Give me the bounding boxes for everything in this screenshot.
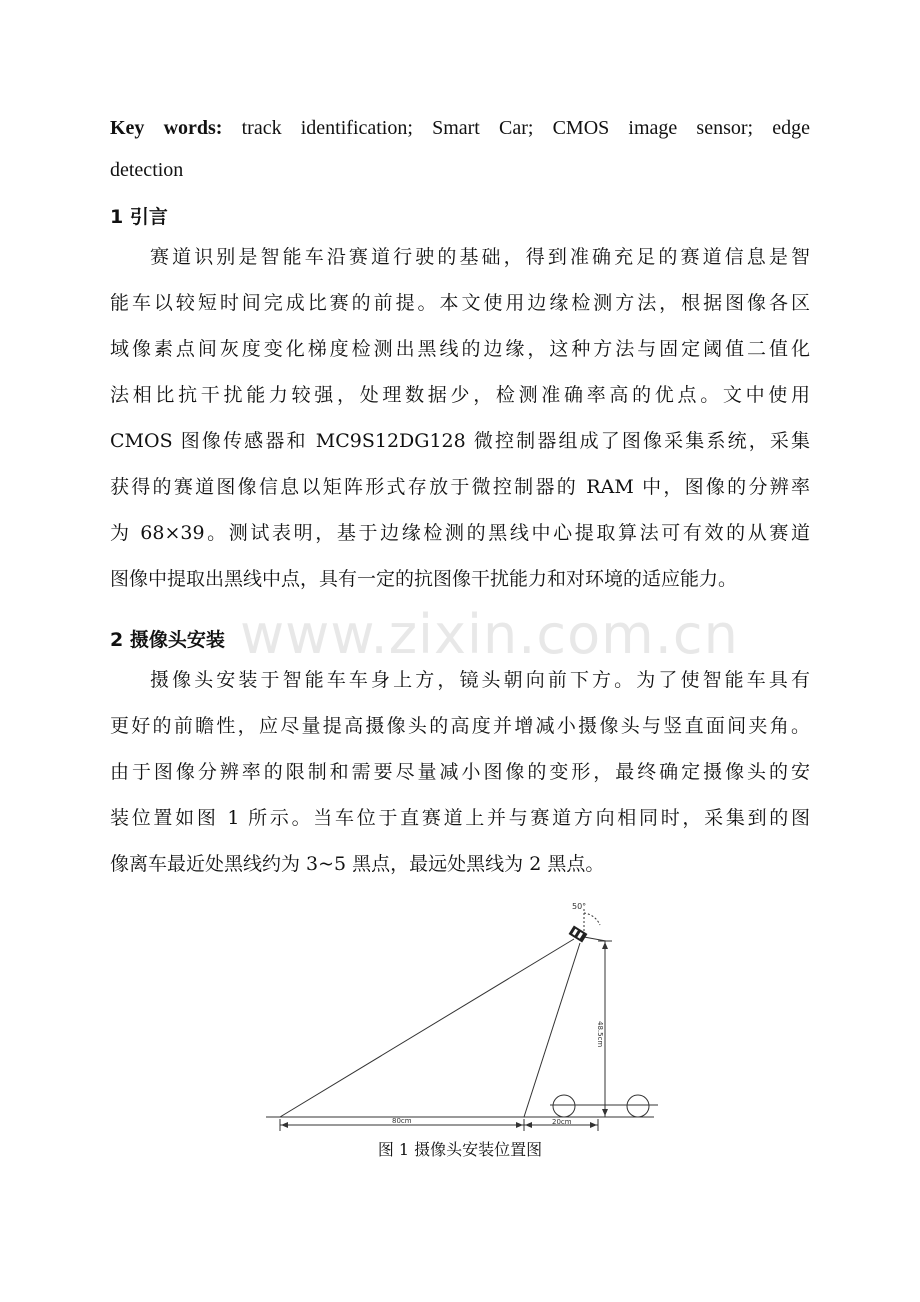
far-sight-line [280,939,574,1117]
paragraph-line: 摄像头安装于智能车车身上方，镜头朝向前下方。为了使智能车具有 [150,669,810,691]
keywords-label: Key words: [110,117,223,139]
distance-arrow-right [516,1122,523,1128]
paragraph-line: 为 68×39。测试表明，基于边缘检测的黑线中心提取算法可有效的从赛道 [110,522,810,544]
angle-label: 50° [572,902,587,911]
paragraph-line: 装位置如图 1 所示。当车位于直赛道上并与赛道方向相同时，采集到的图 [110,807,810,829]
offset-arrow-right [590,1122,597,1128]
section-1-heading: 1 引言 [110,206,168,228]
offset-arrow-left [525,1122,532,1128]
camera-arm [584,937,606,941]
distance-arrow-left [281,1122,288,1128]
paragraph-line: 域像素点间灰度变化梯度检测出黑线的边缘，这种方法与固定阈值二值化 [110,338,810,360]
paragraph-line: 由于图像分辨率的限制和需要尽量减小图像的变形，最终确定摄像头的安 [110,761,810,783]
paragraph-line: CMOS 图像传感器和 MC9S12DG128 微控制器组成了图像采集系统，采集 [110,430,810,452]
section-2-heading: 2 摄像头安装 [110,629,225,651]
distance-label: 80cm [392,1117,412,1125]
camera-mount-diagram [262,895,662,1135]
camera-mount-figure [262,895,662,1135]
keywords-line [110,104,810,152]
section-2-paragraph [110,657,810,887]
paragraph-line: 法相比抗干扰能力较强，处理数据少，检测准确率高的优点。文中使用 [110,384,810,406]
rear-wheel [553,1095,575,1117]
offset-label: 20cm [552,1118,572,1126]
paragraph-line: 图像中提取出黑线中点，具有一定的抗图像干扰能力和对环境的适应能力。 [110,568,738,590]
paragraph-line: 能车以较短时间完成比赛的前提。本文使用边缘检测方法，根据图像各区 [110,292,810,314]
figure-caption: 图 1 摄像头安装位置图 [377,1140,543,1159]
height-arrow-bottom [602,1109,608,1116]
watermark: www.zixin.com.cn [240,603,739,666]
keywords-continuation: detection [110,159,184,181]
near-sight-line [524,943,580,1117]
height-label: 48.5cm [596,1021,604,1048]
height-arrow-top [602,942,608,949]
camera-icon [569,926,588,943]
paragraph-line: 像离车最近处黑线约为 3~5 黑点，最远处黑线为 2 黑点。 [110,853,605,875]
paragraph-line: 获得的赛道图像信息以矩阵形式存放于微控制器的 RAM 中，图像的分辨率 [110,476,810,498]
section-1-paragraph [110,234,810,602]
front-wheel [627,1095,649,1117]
paragraph-line: 赛道识别是智能车沿赛道行驶的基础，得到准确充足的赛道信息是智 [150,246,810,268]
angle-arc [584,913,600,925]
keywords-text: track identification; Smart Car; CMOS image sensor; edge [222,117,810,139]
paragraph-line: 更好的前瞻性，应尽量提高摄像头的高度并增减小摄像头与竖直面间夹角。 [110,715,810,737]
